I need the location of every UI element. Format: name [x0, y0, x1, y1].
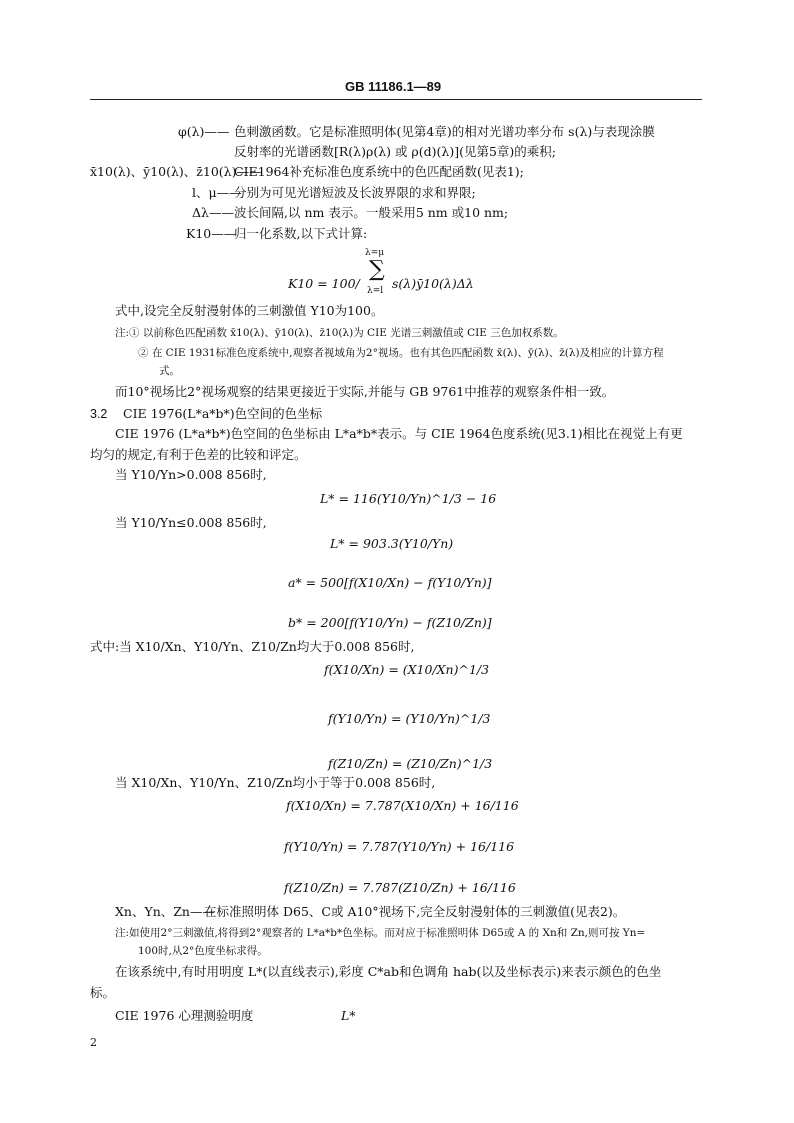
table-row-name: CIE 1976 心理测验明度 [115, 1008, 254, 1023]
equation-L-cube-root: L* = 116(Y10/Yn)^1/3 − 16 [320, 491, 497, 506]
section-number: 3.2 [90, 407, 108, 421]
page-number: 2 [90, 1036, 97, 1049]
equation-a-star: a* = 500[f(X10/Xn) − f(Y10/Yn)] [288, 575, 492, 590]
after-formula-text: 式中,设完全反射漫射体的三刺激值 Y10为100。 [115, 303, 384, 318]
equation-fz-linear: f(Z10/Zn) = 7.787(Z10/Zn) + 16/116 [284, 880, 516, 895]
def-xyz-term: Xn、Yn、Zn—— [115, 904, 215, 919]
def-limits-term: l、μ—— [192, 185, 242, 200]
def-k10-text: 归一化系数,以下式计算: [234, 226, 368, 241]
section-title: CIE 1976(L*a*b*)色空间的色坐标 [123, 406, 323, 421]
equation-fx-linear: f(X10/Xn) = 7.787(X10/Xn) + 16/116 [286, 798, 519, 813]
intro-line1: CIE 1976 (L*a*b*)色空间的色坐标由 L*a*b*表示。与 CIE 1964色度系统(见3.1)相比在视觉上有更 [115, 426, 683, 441]
def-xyz-text: 在标准照明体 D65、C或 A10°视场下,完全反射漫射体的三刺激值(见表2)。 [204, 904, 626, 919]
def-cmf-term: x̄10(λ)、ȳ10(λ)、z̄10(λ)—— [90, 164, 262, 179]
def-phi-term: φ(λ)—— [178, 124, 230, 139]
final-para-line2: 标。 [90, 985, 116, 1000]
where-less-equal-clause: 当 X10/Xn、Y10/Yn、Z10/Zn均小于等于0.008 856时, [115, 775, 436, 790]
def-k10-term: K10—— [186, 226, 237, 241]
def-cmf-text: CIE1964补充标准色度系统中的色匹配函数(见表1); [234, 164, 524, 179]
table-row-symbol: L* [341, 1008, 356, 1023]
condition-greater: 当 Y10/Yn>0.008 856时, [115, 467, 267, 482]
equation-fy-linear: f(Y10/Yn) = 7.787(Y10/Yn) + 16/116 [284, 839, 515, 854]
def-limits-text: 分别为可见光谱短波及长波界限的求和界限; [234, 185, 476, 200]
equation-fy-cube-root: f(Y10/Yn) = (Y10/Yn)^1/3 [328, 711, 491, 726]
k10-formula-rhs: s(λ)ȳ10(λ)Δλ [392, 276, 474, 291]
k10-sum-upper: λ=μ [365, 248, 385, 258]
k10-sum-sigma: ∑ [369, 257, 385, 282]
def-phi-line2: 反射率的光谱函数[R(λ)ρ(λ) 或 ρ(d)(λ)](见第5章)的乘积; [234, 144, 557, 159]
note1-item2-line1: ② 在 CIE 1931标准色度系统中,观察者视域角为2°视场。也有其色匹配函数 x̄(λ)、ȳ(λ)、z̄(λ)及相应的计算方程 [138, 347, 664, 359]
def-interval-text: 波长间隔,以 nm 表示。一般采用5 nm 或10 nm; [234, 205, 509, 220]
equation-L-linear: L* = 903.3(Y10/Yn) [330, 536, 454, 551]
equation-b-star: b* = 200[f(Y10/Yn) − f(Z10/Zn)] [288, 615, 492, 630]
note1-item1: 注:① 以前称色匹配函数 x̄10(λ)、ȳ10(λ)、z̄10(λ)为 CIE 光谱三刺激值或 CIE 三色加权系数。 [115, 327, 564, 339]
final-para-line1: 在该系统中,有时用明度 L*(以直线表示),彩度 C*ab和色调角 hab(以及坐标表示)来表示颜色的色坐 [115, 964, 662, 979]
equation-fz-cube-root: f(Z10/Zn) = (Z10/Zn)^1/3 [328, 756, 493, 771]
note1-item2-line2: 式。 [159, 365, 180, 377]
def-interval-term: Δλ—— [192, 205, 234, 220]
k10-sum-lower: λ=l [367, 286, 384, 296]
note2-line1: 注:如使用2°三刺激值,将得到2°观察者的 L*a*b*色坐标。而对应于标准照明体 D65或 A 的 Xn和 Zn,则可按 Yn= [115, 927, 646, 939]
header-standard-number: GB 11186.1—89 [345, 79, 442, 94]
where-greater-clause: 式中:当 X10/Xn、Y10/Yn、Z10/Zn均大于0.008 856时, [90, 639, 415, 654]
k10-formula-lhs: K10 = 100/ [288, 276, 360, 291]
equation-fx-cube-root: f(X10/Xn) = (X10/Xn)^1/3 [324, 662, 490, 677]
para-10deg: 而10°视场比2°视场观察的结果更接近于实际,并能与 GB 9761中推荐的观察条件相一致。 [115, 384, 615, 399]
note2-line2: 100时,从2°色度坐标求得。 [138, 945, 268, 957]
intro-line2: 均匀的规定,有利于色差的比较和评定。 [90, 447, 307, 462]
condition-less-equal: 当 Y10/Yn≤0.008 856时, [115, 515, 267, 530]
def-phi-line1: 色刺激函数。它是标准照明体(见第4章)的相对光谱功率分布 s(λ)与表现涂膜 [234, 124, 655, 139]
header-rule [90, 99, 702, 100]
